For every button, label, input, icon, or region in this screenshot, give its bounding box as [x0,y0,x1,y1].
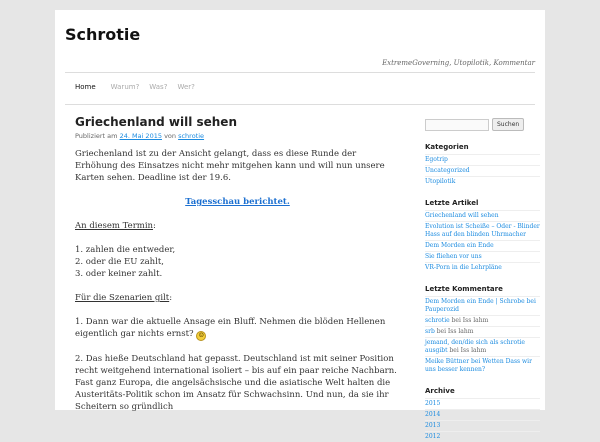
termin-label: An diesem Termin [75,221,154,231]
site-title[interactable]: Schrotie [65,25,141,44]
widget-title: Letzte Kommentare [425,285,503,293]
szenarien-colon: : [169,293,173,303]
nav-divider [65,104,535,105]
categories-widget [425,143,540,187]
site-description: ExtremeGoverning, Utopilotik, Kommentar [382,59,535,67]
recent-comments-widget [425,285,540,375]
nav-item-wer[interactable]: Wer? [177,83,195,91]
post-meta-by: von [164,132,177,140]
szenarien-paragraph [75,292,400,304]
tagesschau-link[interactable]: Tagesschau berichtet. [185,197,290,207]
post-author-link[interactable]: schrotie [178,132,205,140]
comment-link[interactable]: schrotie [425,317,450,324]
category-item[interactable]: Uncategorized [425,165,540,176]
search-form [425,118,540,131]
comment-link[interactable]: srb [425,328,435,335]
comment-text: bei Iss lahm [447,347,487,354]
comment-text: bei Iss lahm [449,317,489,324]
comment-link[interactable]: jemand, den/die sich als schrotie ausgibt [425,339,525,354]
archive-widget [425,387,540,442]
main-navigation [67,82,200,92]
post-paragraph: 2. Das hieße Deutschland hat gepasst. Deutschland ist mit seiner Position recht weitgehend international isoliert – bis auf ein paar reiche Nachbarn. Fast ganz Europa, die angelsächsische und die asiatische Welt halten die Austeritäts-Politik schon im Ansatz für Schwachsinn. Und nun, da sie ihr Scheitern so gründlich [75,354,397,412]
nav-item-was[interactable]: Was? [149,83,168,91]
post-meta-prefix: Publiziert am [75,132,118,140]
recent-posts-widget [425,199,540,273]
comment-link[interactable]: Meike Büttner bei Wetten Dass wir uns besser kennen? [425,358,532,373]
list-item: 3. oder keiner zahlt. [75,269,163,279]
comment-item [425,356,540,375]
list-item: 2. oder die EU zahlt, [75,257,164,267]
szenarien-label: Für die Szenarien gilt [75,293,170,303]
comment-item [425,326,540,337]
comment-item [425,337,540,356]
post-title[interactable]: Griechenland will sehen [75,115,237,129]
termin-paragraph [75,220,400,232]
sidebar [425,118,540,442]
widget-title: Kategorien [425,143,469,151]
search-input[interactable] [425,119,489,131]
recent-post-item[interactable]: Griechenland will sehen [425,210,540,221]
post-meta [75,132,400,140]
widget-title: Archive [425,387,455,395]
termin-colon: : [153,221,156,231]
page [55,10,545,440]
archive-item[interactable]: 2014 [425,409,540,420]
category-item[interactable]: Utopilotik [425,176,540,187]
recent-post-item[interactable]: Evolution ist Scheiße – Oder - Blinder Hass auf den blinden Uhrmacher [425,223,540,238]
post-date-link[interactable]: 24. Mai 2015 [119,132,162,140]
category-item[interactable]: Egotrip [425,154,540,165]
search-button[interactable]: Suchen [492,118,524,131]
archive-item[interactable]: 2013 [425,420,540,431]
comment-text: bei Iss lahm [434,328,474,335]
comment-item [425,315,540,326]
archive-item[interactable]: 2012 [425,431,540,442]
point1-text: 1. Dann war die aktuelle Ansage ein Bluff. Nehmen die blöden Hellenen eigentlich gar nichts ernst? [75,317,386,339]
list-item: 1. zahlen die entweder, [75,245,176,255]
header-divider [65,72,535,73]
nav-item-warum[interactable]: Warum? [110,83,140,91]
nav-item-home[interactable]: Home [75,83,96,91]
archive-item[interactable]: 2015 [425,398,540,409]
comment-link[interactable]: Dem Morden ein Ende | Schrobe bei Pauperozid [425,298,536,313]
recent-post-item[interactable]: Dem Morden ein Ende [425,240,540,251]
comment-item [425,296,540,315]
smiley-icon: ☺ [196,331,206,341]
recent-post-item[interactable]: Sie fliehen vor uns [425,251,540,262]
widget-title: Letzte Artikel [425,199,479,207]
post-article [75,115,400,425]
post-body [75,148,400,413]
post-paragraph: Griechenland ist zu der Ansicht gelangt, dass es diese Runde der Erhöhung des Einsatzes nicht mehr mitgehen kann und will nun unsere Karten sehen. Deadline ist der 19.6. [75,149,385,183]
post-paragraph [75,316,400,341]
post-link-paragraph [75,196,400,208]
recent-post-item[interactable]: VR-Porn in die Lehrpläne [425,262,540,273]
scenario-list [75,244,400,280]
